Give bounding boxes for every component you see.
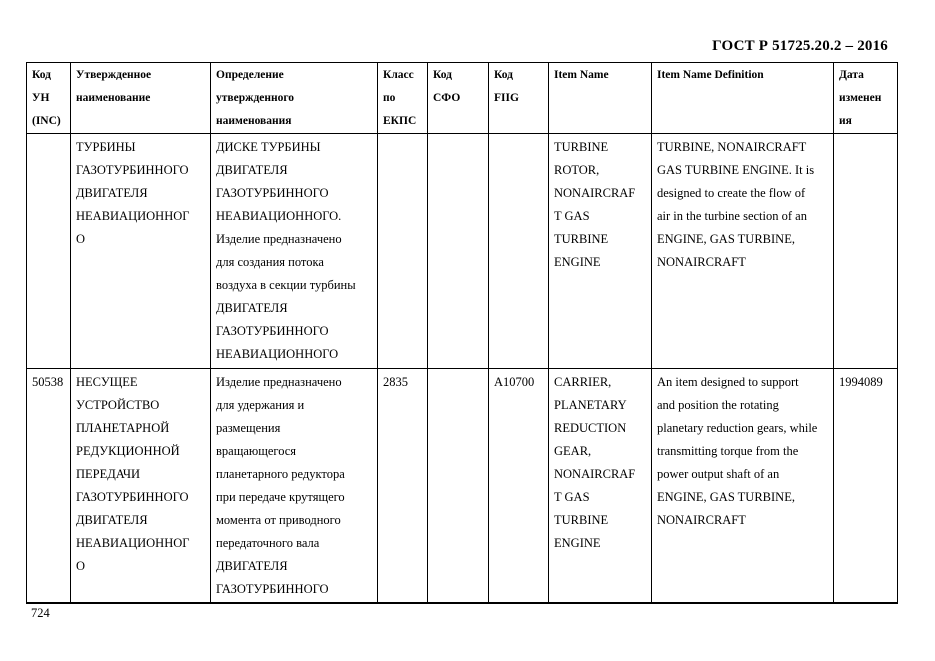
header-item-name: Item Name	[549, 63, 652, 134]
cell-change-date: 1994089	[834, 369, 898, 603]
header-approved-name: Утвержденное наименование	[71, 63, 211, 134]
cell-item-name-definition: An item designed to support and position the rotating planetary reduction gears, while transmitting torque from the power output shaft of an ENGINE, GAS TURBINE, NONAIRCRAFT	[652, 369, 834, 603]
specification-table	[26, 62, 898, 604]
cell-approved-name: НЕСУЩЕЕ УСТРОЙСТВО ПЛАНЕТАРНОЙ РЕДУКЦИОННОЙ ПЕРЕДАЧИ ГАЗОТУРБИННОГО ДВИГАТЕЛЯ НЕАВИАЦИОННОГ О	[71, 369, 211, 603]
cell-item-name-definition: TURBINE, NONAIRCRAFT GAS TURBINE ENGINE. It is designed to create the flow of air in the turbine section of an ENGINE, GAS TURBINE, NONAIRCRAFT	[652, 134, 834, 369]
header-fiig-code: Код FIIG	[489, 63, 549, 134]
cell-fiig-code: A10700	[489, 369, 549, 603]
cell-inc-code: 50538	[27, 369, 71, 603]
cell-sfo-code	[428, 134, 489, 369]
cell-item-name: CARRIER, PLANETARY REDUCTION GEAR, NONAIRCRAF T GAS TURBINE ENGINE	[549, 369, 652, 603]
cell-change-date	[834, 134, 898, 369]
cell-class: 2835	[378, 369, 428, 603]
header-class: Класс по ЕКПС	[378, 63, 428, 134]
cell-fiig-code	[489, 134, 549, 369]
header-sfo-code: Код СФО	[428, 63, 489, 134]
page-number: 724	[31, 606, 50, 620]
table-header-row	[27, 63, 898, 134]
table-row	[27, 369, 898, 603]
cell-sfo-code	[428, 369, 489, 603]
cell-approved-name: ТУРБИНЫ ГАЗОТУРБИННОГО ДВИГАТЕЛЯ НЕАВИАЦИОННОГ О	[71, 134, 211, 369]
cell-class	[378, 134, 428, 369]
cell-definition: ДИСКЕ ТУРБИНЫ ДВИГАТЕЛЯ ГАЗОТУРБИННОГО НЕАВИАЦИОННОГО. Изделие предназначено для создания потока воздуха в секции турбины ДВИГАТЕЛЯ ГАЗОТУРБИННОГО НЕАВИАЦИОННОГО	[211, 134, 378, 369]
cell-inc-code	[27, 134, 71, 369]
cell-item-name: TURBINE ROTOR, NONAIRCRAF T GAS TURBINE ENGINE	[549, 134, 652, 369]
header-item-name-definition: Item Name Definition	[652, 63, 834, 134]
header-definition: Определение утвержденного наименования	[211, 63, 378, 134]
cell-definition: Изделие предназначено для удержания и размещения вращающегося планетарного редуктора при передаче крутящего момента от приводного передаточного вала ДВИГАТЕЛЯ ГАЗОТУРБИННОГО	[211, 369, 378, 603]
header-inc-code: Код УН (INC)	[27, 63, 71, 134]
header-change-date: Дата изменен ия	[834, 63, 898, 134]
document-title: ГОСТ Р 51725.20.2 – 2016	[712, 38, 888, 54]
table-row	[27, 134, 898, 369]
